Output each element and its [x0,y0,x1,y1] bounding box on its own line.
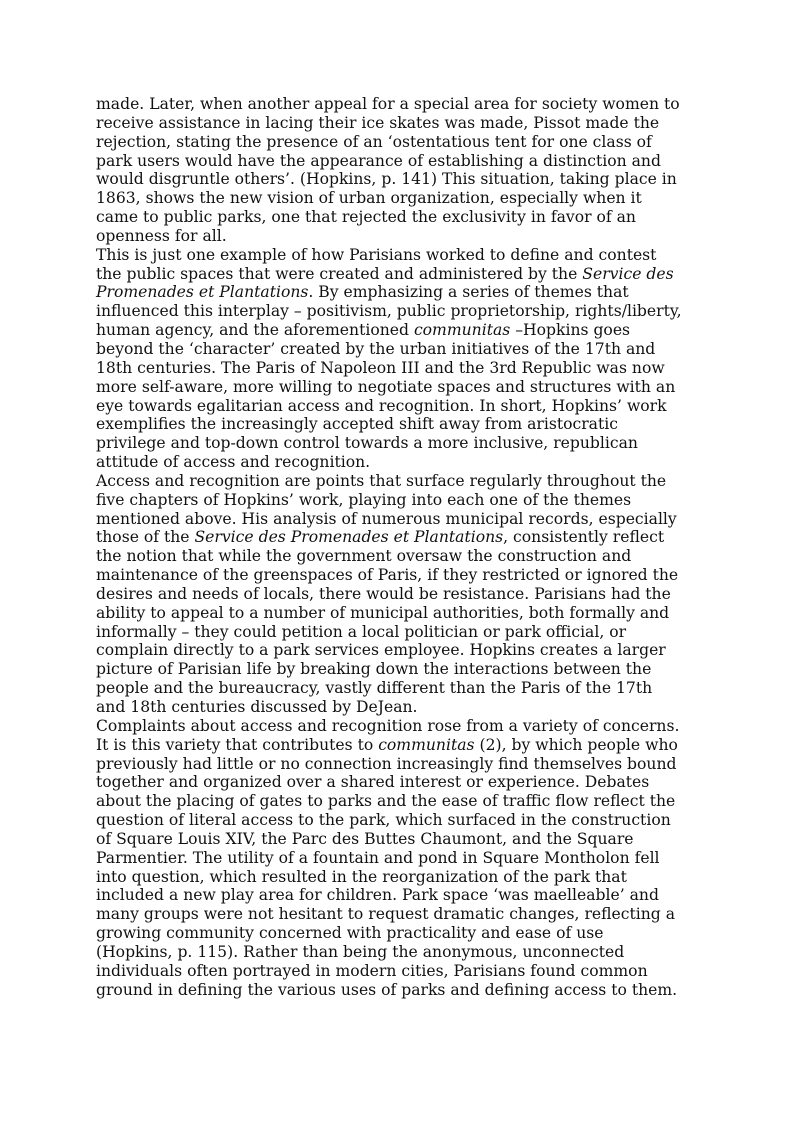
paragraph [96,246,708,472]
text-line [96,868,708,887]
text-line [96,189,708,208]
text-segment: would disgruntle others’. (Hopkins, p. 141) This situation, taking place in [96,170,677,189]
text-line [96,397,708,416]
text-line [96,679,708,698]
text-segment: , consistently reflect [503,528,665,547]
text-segment: of Square Louis XIV, the Parc des Buttes Chaumont, and the Square [96,829,634,848]
text-segment: the public spaces that were created and administered by the [96,264,583,283]
text-line [96,717,708,736]
text-line [96,528,708,547]
text-segment: . By emphasizing a series of themes that [308,283,629,302]
text-line [96,283,708,302]
text-line [96,510,708,529]
text-line [96,623,708,642]
text-line [96,849,708,868]
text-line [96,170,708,189]
text-segment: 1863, shows the new vision of urban organization, especially when it [96,189,642,208]
text-segment: more self-aware, more willing to negotiate spaces and structures with an [96,377,676,396]
text-segment: and 18th centuries discussed by DeJean. [96,698,418,716]
text-line [96,755,708,774]
text-line [96,321,708,340]
text-segment: rejection, stating the presence of an ‘ostentatious tent for one class of [96,132,652,151]
text-segment: five chapters of Hopkins’ work, playing into each one of the themes [96,490,632,509]
text-line [96,962,708,981]
text-segment: ability to appeal to a number of municipal authorities, both formally and [96,603,670,622]
text-segment: complain directly to a park services employee. Hopkins creates a larger [96,641,666,660]
text-segment: the notion that while the government oversaw the construction and [96,547,632,566]
text-segment: together and organized over a shared interest or experience. Debates [96,773,650,792]
text-segment: included a new play area for children. Park space ‘was maelleable’ and [96,886,659,905]
text-line [96,265,708,284]
text-segment: It is this variety that contributes to [96,735,379,754]
text-segment: Access and recognition are points that surface regularly throughout the [96,471,667,490]
text-line [96,302,708,321]
text-line [96,604,708,623]
text-segment: Complaints about access and recognition rose from a variety of concerns. [96,716,680,735]
text-line [96,95,708,114]
text-segment: people and the bureaucracy, vastly different than the Paris of the 17th [96,679,653,698]
text-segment: came to public parks, one that rejected the exclusivity in favor of an [96,208,636,227]
text-segment: exemplifies the increasingly accepted shift away from aristocratic [96,415,618,434]
text-segment: ground in defining the various uses of parks and defining access to them. [96,980,678,999]
text-segment: attitude of access and recognition. [96,453,371,472]
text-line [96,415,708,434]
text-segment: (2), by which people who [474,735,678,754]
text-line [96,378,708,397]
text-segment: individuals often portrayed in modern cities, Parisians found common [96,961,648,980]
text-segment: Parmentier. The utility of a fountain and pond in Square Montholon fell [96,848,660,867]
text-line [96,133,708,152]
italic-text: Service des Promenades et Plantations [194,528,504,547]
text-line [96,472,708,491]
text-line [96,246,708,265]
text-line [96,698,708,717]
text-segment: eye towards egalitarian access and recognition. In short, Hopkins’ work [96,396,667,415]
text-line [96,208,708,227]
paragraph [96,717,708,1000]
text-segment: –Hopkins goes [510,321,631,340]
text-segment: many groups were not hesitant to request dramatic changes, reflecting a [96,905,676,924]
text-segment: made. Later, when another appeal for a special area for society women to [96,95,680,113]
text-segment: beyond the ‘character’ created by the urban initiatives of the 17th and [96,339,656,358]
text-line [96,792,708,811]
text-line [96,660,708,679]
text-line [96,585,708,604]
text-segment: desires and needs of locals, there would be resistance. Parisians had the [96,584,671,603]
paragraph [96,472,708,717]
italic-text: communitas [378,735,475,754]
text-line [96,736,708,755]
italic-text: Service des [582,264,674,283]
document-body [96,95,708,1000]
text-segment: informally – they could petition a local politician or park official, or [96,622,627,641]
text-segment: (Hopkins, p. 115). Rather than being the anonymous, unconnected [96,942,625,961]
italic-text: Promenades et Plantations [96,283,309,302]
text-line [96,981,708,1000]
text-segment: influenced this interplay – positivism, public proprietorship, rights/liberty, [96,302,682,321]
text-line [96,434,708,453]
text-segment: human agency, and the aforementioned [96,321,414,340]
text-line [96,114,708,133]
text-segment: picture of Parisian life by breaking down the interactions between the [96,660,652,679]
text-segment: into question, which resulted in the reorganization of the park that [96,867,627,886]
text-segment: openness for all. [96,226,227,245]
text-line [96,886,708,905]
text-line [96,905,708,924]
text-line [96,359,708,378]
text-segment: 18th centuries. The Paris of Napoleon III and the 3rd Republic was now [96,358,665,377]
text-line [96,773,708,792]
text-line [96,641,708,660]
text-segment: privilege and top-down control towards a more inclusive, republican [96,434,638,453]
text-line [96,924,708,943]
text-line [96,491,708,510]
text-segment: question of literal access to the park, which surfaced in the construction [96,811,671,830]
text-segment: those of the [96,528,195,547]
text-line [96,227,708,246]
text-line [96,152,708,171]
text-line [96,943,708,962]
text-segment: previously had little or no connection increasingly find themselves bound [96,754,677,773]
text-line [96,453,708,472]
text-segment: park users would have the appearance of establishing a distinction and [96,151,661,170]
text-line [96,811,708,830]
text-segment: mentioned above. His analysis of numerous municipal records, especially [96,509,677,528]
text-segment: about the placing of gates to parks and the ease of traffic flow reflect the [96,792,676,811]
text-line [96,566,708,585]
text-line [96,830,708,849]
text-segment: maintenance of the greenspaces of Paris, if they restricted or ignored the [96,566,679,585]
text-line [96,547,708,566]
text-segment: receive assistance in lacing their ice skates was made, Pissot made the [96,113,660,132]
paragraph [96,95,708,246]
text-line [96,340,708,359]
text-segment: growing community concerned with practicality and ease of use [96,924,604,943]
italic-text: communitas [413,321,511,340]
text-segment: This is just one example of how Parisians worked to define and contest [96,245,657,264]
